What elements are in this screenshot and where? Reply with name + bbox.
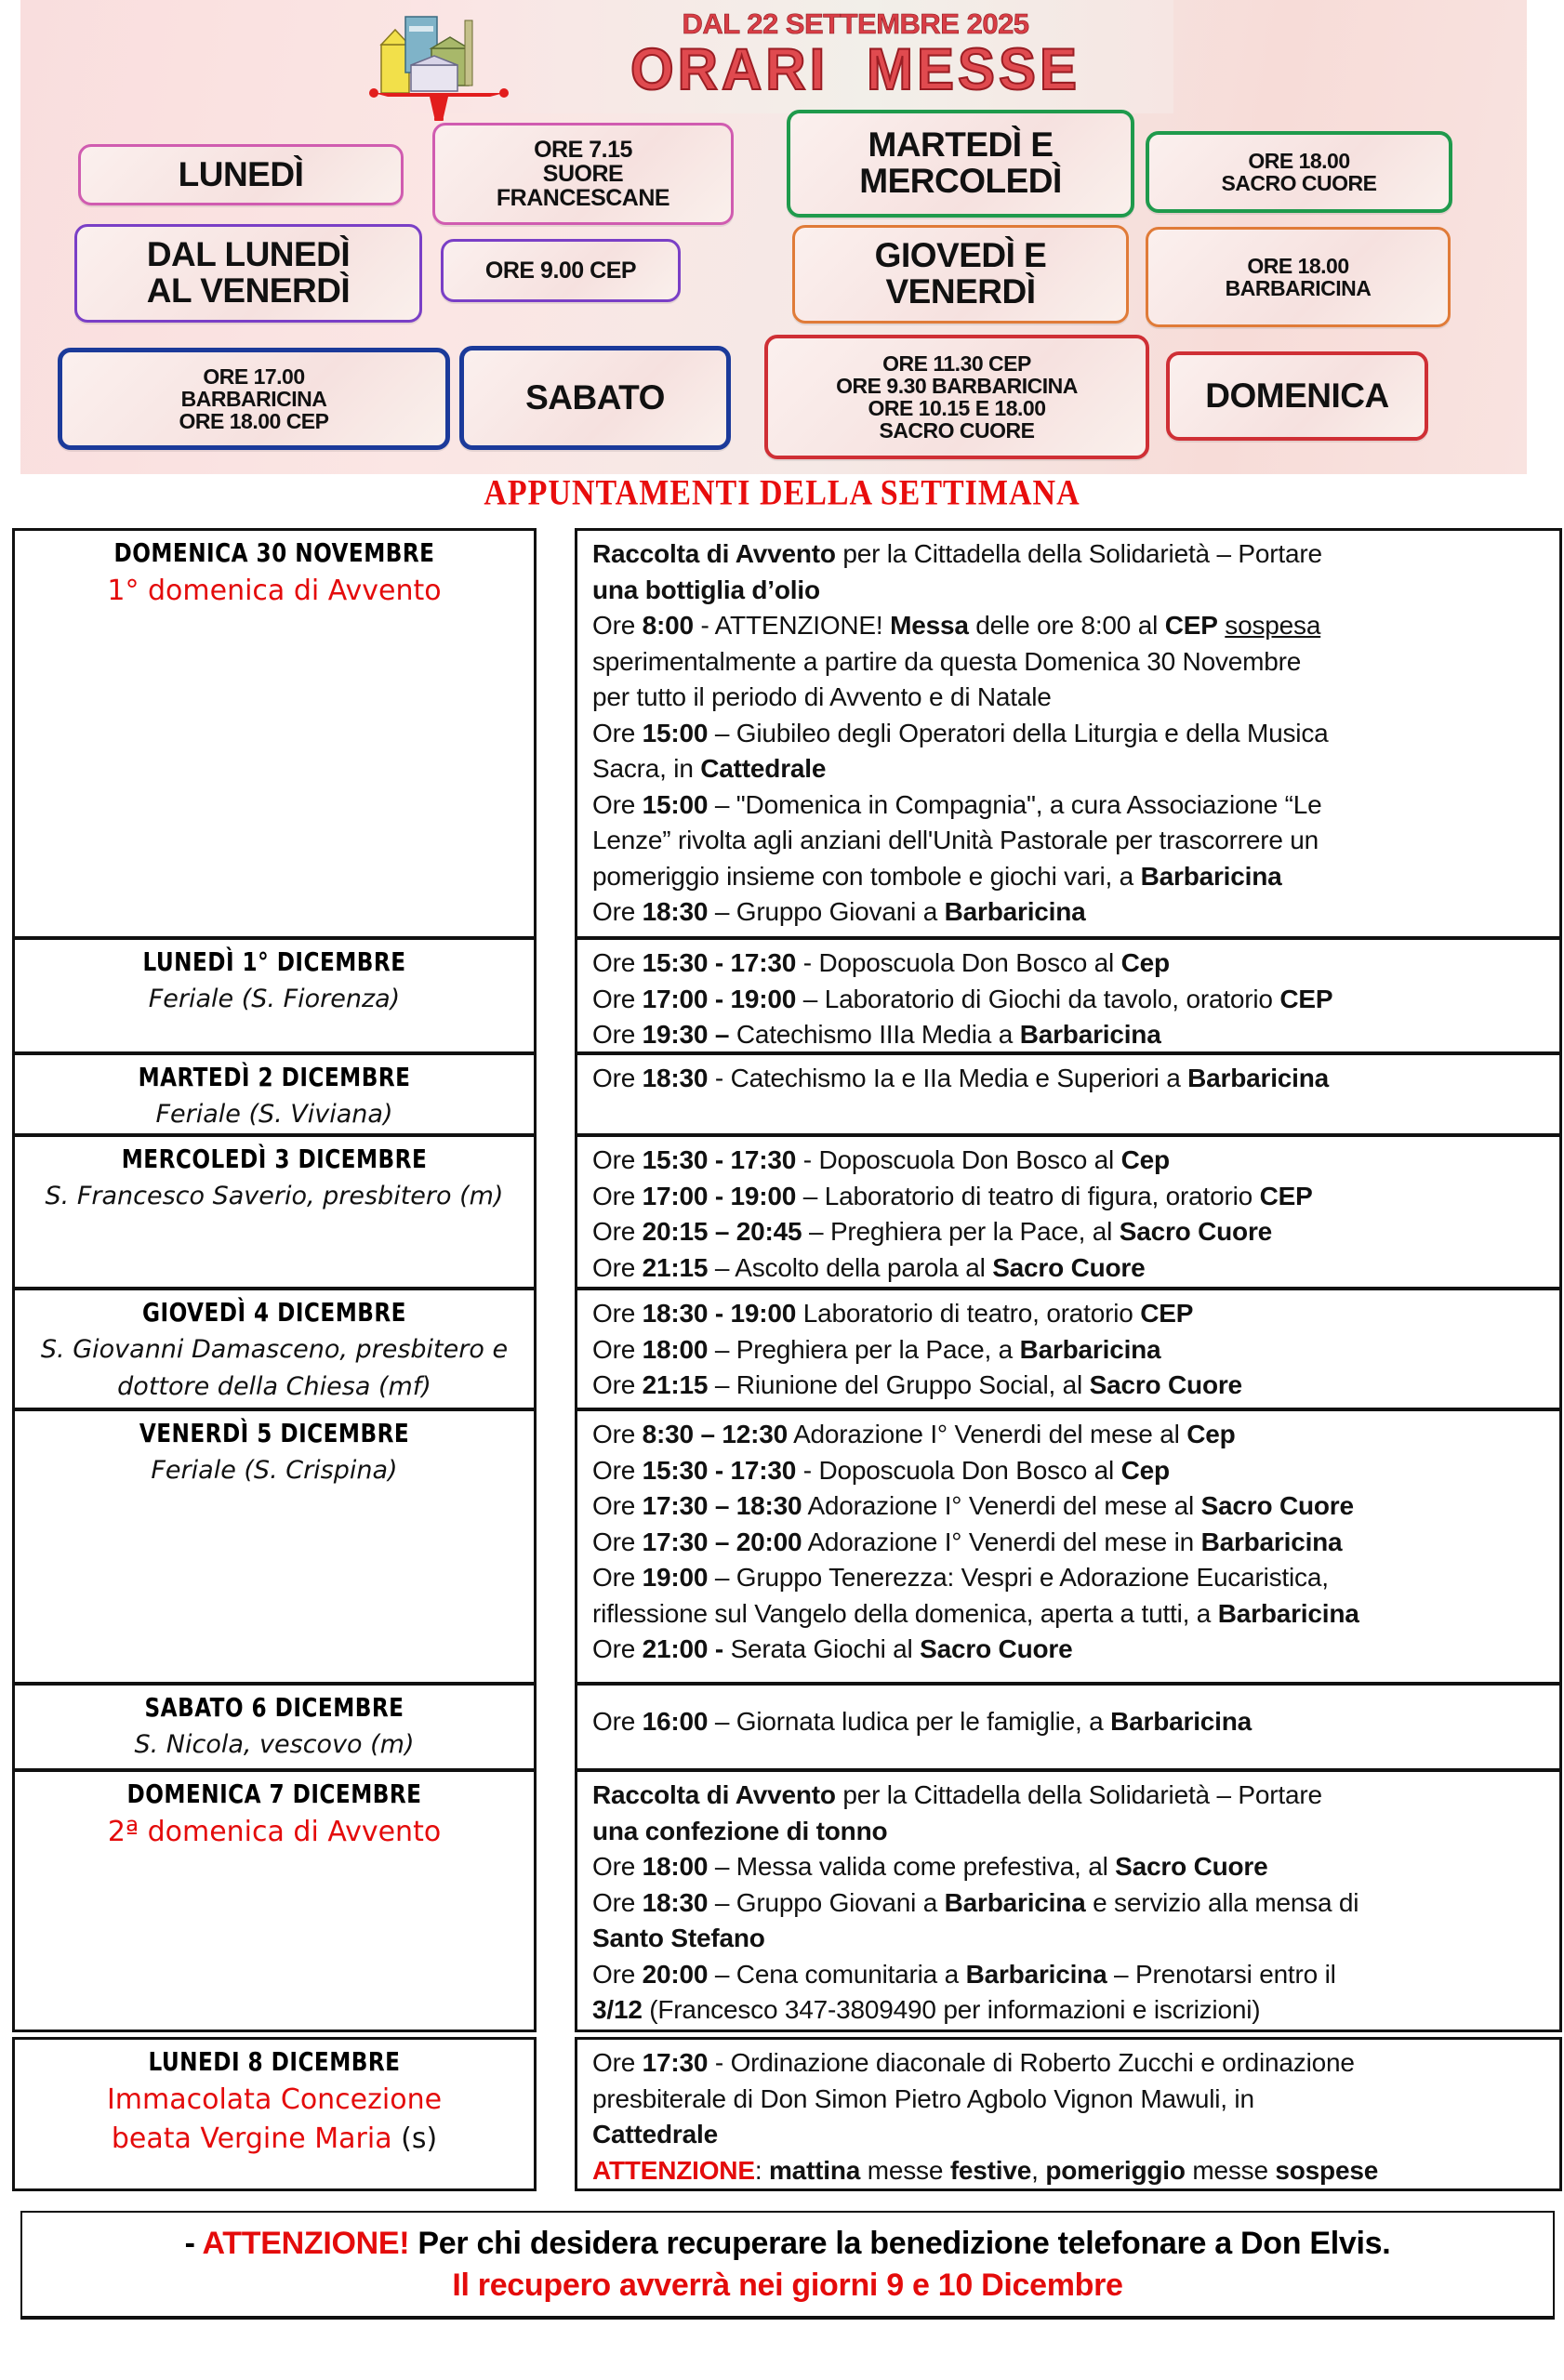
schedule-time-domenica: ORE 11.30 CEP ORE 9.30 BARBARICINA ORE 10.15 E 18.00 SACRO CUORE [764,335,1149,459]
event-line: riflessione sul Vangelo della domenica, aperta a tutti, a Barbaricina [592,1598,1359,1628]
banner-subtitle: DAL 22 SETTEMBRE 2025 [682,7,1029,40]
notice-box [20,2211,1555,2320]
day-cell [12,1288,537,1410]
event-line: Ore 15:30 - 17:30 - Doposcuola Don Bosco al Cep [592,1145,1170,1174]
events-cell [575,2037,1562,2191]
schedule-day-lunedi: LUNEDÌ [78,144,404,205]
event-line: Ore 19:00 – Gruppo Tenerezza: Vespri e Adorazione Eucaristica, [592,1563,1329,1592]
event-line: Ore 15:00 – Giubileo degli Operatori della Liturgia e della Musica [592,718,1329,747]
schedule-day-gio-ven: GIOVEDÌ E VENERDÌ [792,225,1129,324]
day-subtitle: dottore della Chiesa (mf) [117,1372,431,1401]
events-cell [575,1288,1562,1410]
day-cell [12,1769,537,2032]
event-line: Ore 15:00 – "Domenica in Compagnia", a cura Associazione “Le [592,789,1322,819]
event-line: Ore 15:30 - 17:30 - Doposcuola Don Bosco al Cep [592,948,1170,977]
event-line: pomeriggio insieme con tombole e giochi vari, a Barbaricina [592,861,1282,891]
day-subtitle: 1° domenica di Avvento [107,575,442,607]
day-subtitle: Immacolata Concezione [106,2083,443,2116]
day-cell [12,1052,537,1136]
event-line: Ore 18:30 – Gruppo Giovani a Barbaricina [592,897,1086,926]
day-subtitle: S. Nicola, vescovo (m) [134,1730,415,1759]
day-title: VENERDÌ 5 DICEMBRE [139,1418,410,1448]
notice-line-1: - ATTENZIONE! Per chi desidera recuperare la benedizione telefonare a Don Elvis. [184,2226,1391,2261]
day-subtitle: Feriale (S. Viviana) [155,1100,393,1129]
event-line: Ore 20:15 – 20:45 – Preghiera per la Pace, al Sacro Cuore [592,1217,1273,1246]
day-title: MARTEDÌ 2 DICEMBRE [138,1062,411,1092]
notice-alert: ATTENZIONE! [202,2226,410,2261]
day-cell [12,1408,537,1685]
section-title: APPUNTAMENTI DELLA SETTIMANA [484,473,1080,513]
event-line: una bottiglia d’olio [592,575,820,604]
event-line: Santo Stefano [592,1924,765,1952]
events-cell [575,1683,1562,1771]
event-line: Ore 18:30 - Catechismo Ia e IIa Media e Superiori a Barbaricina [592,1064,1330,1092]
events-cell [575,528,1562,939]
event-line: presbiterale di Don Simon Pietro Agbolo Vignon Mawuli, in [592,2083,1254,2113]
event-line: Cattedrale [592,2120,718,2149]
day-subtitle: 2ª domenica di Avvento [107,1816,442,1848]
event-line: Ore 8:30 – 12:30 Adorazione I° Venerdi del mese al Cep [592,1420,1236,1448]
schedule-time-sabato: ORE 17.00 BARBARICINA ORE 18.00 CEP [58,348,450,450]
events-cell [575,1134,1562,1289]
event-line: Ore 18:00 – Messa valida come prefestiva, al Sacro Cuore [592,1852,1268,1881]
schedule-day-mar-mer: MARTEDÌ E MERCOLEDÌ [787,110,1134,218]
schedule-time-gio-ven: ORE 18.00 BARBARICINA [1146,227,1451,327]
day-cell [12,1683,537,1771]
event-line: Ore 16:00 – Giornata ludica per le famiglie, a Barbaricina [592,1707,1253,1736]
events-cell [575,937,1562,1054]
event-line: Raccolta di Avvento per la Cittadella della Solidarietà – Portare [592,539,1322,568]
event-line: Ore 21:00 - Serata Giochi al Sacro Cuore [592,1634,1073,1663]
event-line: Ore 8:00 - ATTENZIONE! Messa delle ore 8:00 al CEP sospesa [592,611,1321,640]
event-line: Sacra, in Cattedrale [592,754,827,783]
day-subtitle: Feriale (S. Crispina) [151,1456,398,1485]
schedule-time-lun-ven: ORE 9.00 CEP [441,239,681,302]
day-subtitle: Feriale (S. Fiorenza) [148,985,401,1013]
schedule-day-domenica: DOMENICA [1166,351,1428,441]
day-title: MERCOLEDÌ 3 DICEMBRE [121,1144,428,1174]
notice-line-2: Il recupero avverrà nei giorni 9 e 10 Dicembre [452,2268,1123,2303]
event-line: Ore 18:30 - 19:00 Laboratorio di teatro, oratorio CEP [592,1299,1194,1328]
event-line: una confezione di tonno [592,1816,888,1845]
schedule-day-sabato: SABATO [459,346,731,450]
day-subtitle: S. Francesco Saverio, presbitero (m) [45,1182,504,1210]
event-line: Ore 15:30 - 17:30 - Doposcuola Don Bosco al Cep [592,1455,1170,1485]
day-cell [12,528,537,939]
event-line: ATTENZIONE: mattina messe festive, pomeriggio messe sospese [592,2155,1379,2185]
event-line: Ore 18:30 – Gruppo Giovani a Barbaricina e servizio alla mensa di [592,1887,1359,1917]
day-title: SABATO 6 DICEMBRE [144,1692,404,1723]
schedule-time-lunedi: ORE 7.15 SUORE FRANCESCANE [432,123,734,225]
event-line: Ore 21:15 – Riunione del Gruppo Social, al Sacro Cuore [592,1370,1242,1399]
events-cell [575,1408,1562,1685]
event-line: Ore 21:15 – Ascolto della parola al Sacro Cuore [592,1252,1146,1282]
event-line: Ore 17:00 - 19:00 – Laboratorio di Giochi da tavolo, oratorio CEP [592,984,1333,1013]
event-line: Ore 20:00 – Cena comunitaria a Barbaricina – Prenotarsi entro il [592,1959,1336,1989]
schedule-day-lun-ven: DAL LUNEDÌ AL VENERDÌ [74,224,422,323]
day-cell [12,1134,537,1289]
day-title: DOMENICA 7 DICEMBRE [126,1778,422,1809]
day-cell [12,2037,537,2191]
event-line: Ore 19:30 – Catechismo IIIa Media a Barbaricina [592,1020,1161,1049]
event-line: sperimentalmente a partire da questa Domenica 30 Novembre [592,646,1302,676]
event-line: Lenze” rivolta agli anziani dell'Unità Pastorale per trascorrere un [592,826,1319,854]
day-subtitle: S. Giovanni Damasceno, presbitero e [40,1335,509,1364]
schedule-time-mar-mer: ORE 18.00 SACRO CUORE [1146,131,1452,213]
event-line: Ore 17:30 – 20:00 Adorazione I° Venerdi del mese in Barbaricina [592,1527,1343,1556]
events-cell [575,1769,1562,2032]
event-line: Ore 17:30 – 18:30 Adorazione I° Venerdi del mese al Sacro Cuore [592,1491,1354,1520]
day-cell [12,937,537,1054]
events-cell [575,1052,1562,1136]
day-title: GIOVEDÌ 4 DICEMBRE [142,1297,406,1328]
day-title: LUNEDÌ 1° DICEMBRE [142,946,406,977]
event-line: Ore 17:00 - 19:00 – Laboratorio di teatro di figura, oratorio CEP [592,1181,1313,1210]
event-line: Ore 18:00 – Preghiera per la Pace, a Barbaricina [592,1334,1161,1364]
event-line: Raccolta di Avvento per la Cittadella della Solidarietà – Portare [592,1780,1322,1809]
churches-with-pisan-cross-icon [364,7,513,121]
day-subtitle: beata Vergine Maria (s) [111,2122,438,2155]
banner-title: ORARI MESSE [630,36,1081,102]
event-line: per tutto il periodo di Avvento e di Natale [592,682,1052,711]
event-line: Ore 17:30 - Ordinazione diaconale di Roberto Zucchi e ordinazione [592,2048,1355,2077]
day-title: DOMENICA 30 NOVEMBRE [113,537,435,568]
event-line: 3/12 (Francesco 347-3809490 per informazioni e iscrizioni) [592,1995,1261,2024]
day-title: LUNEDI 8 DICEMBRE [148,2046,401,2077]
